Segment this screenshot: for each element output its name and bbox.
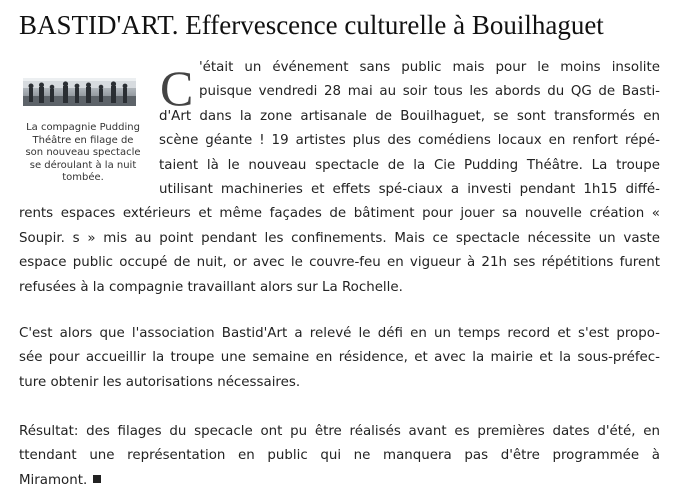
text-line: ttendant une représentation en public qui ne manquera pas d'être programmée à [19, 448, 660, 464]
caption-line: son nouveau spectacle [25, 147, 141, 158]
text-line: espace public occupé de nuit, or avec le couvre-feu en vigueur à 21h ses répétitions furent [19, 255, 660, 271]
caption-line: La compagnie Pudding [26, 122, 140, 133]
text-line: utilisant machineries et effets spé-ciaux a investi pendant 1h15 diffé- [159, 181, 660, 197]
caption-line: Théâtre en filage de [32, 134, 134, 146]
paragraph-3 [19, 420, 660, 493]
text-line: taient là le nouveau spectacle de la Cie Pudding Théâtre. La troupe [159, 157, 660, 173]
text-line: puisque vendredi 28 mai au soir tous les abords du QG de Basti- [199, 84, 660, 100]
text-line: Résultat: des filages du specacle ont pu être réalisés avant es premières dates d'été, en [19, 424, 660, 439]
paragraph-2 [19, 322, 660, 395]
text-line: C'est alors que l'association Bastid'Art a relevé le défi en un temps record et s'est propo- [19, 326, 660, 341]
article-title: BASTID'ART. Effervescence culturelle à Bouilhaguet [19, 10, 604, 40]
paragraph-1 [19, 56, 660, 300]
text-line: rents espaces extérieurs et même façades de bâtiment pour jouer sa nouvelle création « [19, 206, 660, 222]
caption-line: se déroulant à la nuit [29, 159, 137, 171]
caption-line: tombée. [62, 172, 104, 183]
text-line: 'était un événement sans public mais pour le moins insolite [199, 60, 660, 75]
text-line: d'Art dans la zone artisanale de Bouilhaguet, se sont transformés en [159, 108, 660, 124]
text-line: sée pour accueillir la troupe une semaine en résidence, et avec la mairie et la sous-préfec- [19, 350, 660, 366]
text-line [19, 469, 660, 493]
end-of-article-mark [93, 475, 101, 483]
text-line-content: Miramont. [19, 472, 88, 488]
text-line: refusées à la compagnie travaillant alors sur La Rochelle. [19, 279, 403, 295]
text-line: ture obtenir les autorisations nécessaires. [19, 374, 301, 390]
text-line: scène géante ! 19 artistes plus des comédiens locaux en renfort répé- [159, 133, 660, 149]
drop-cap: C [160, 60, 194, 116]
text-line: Soupir. s » mis au point pendant les confinements. Mais ce spectacle nécessite un vaste [19, 230, 660, 246]
